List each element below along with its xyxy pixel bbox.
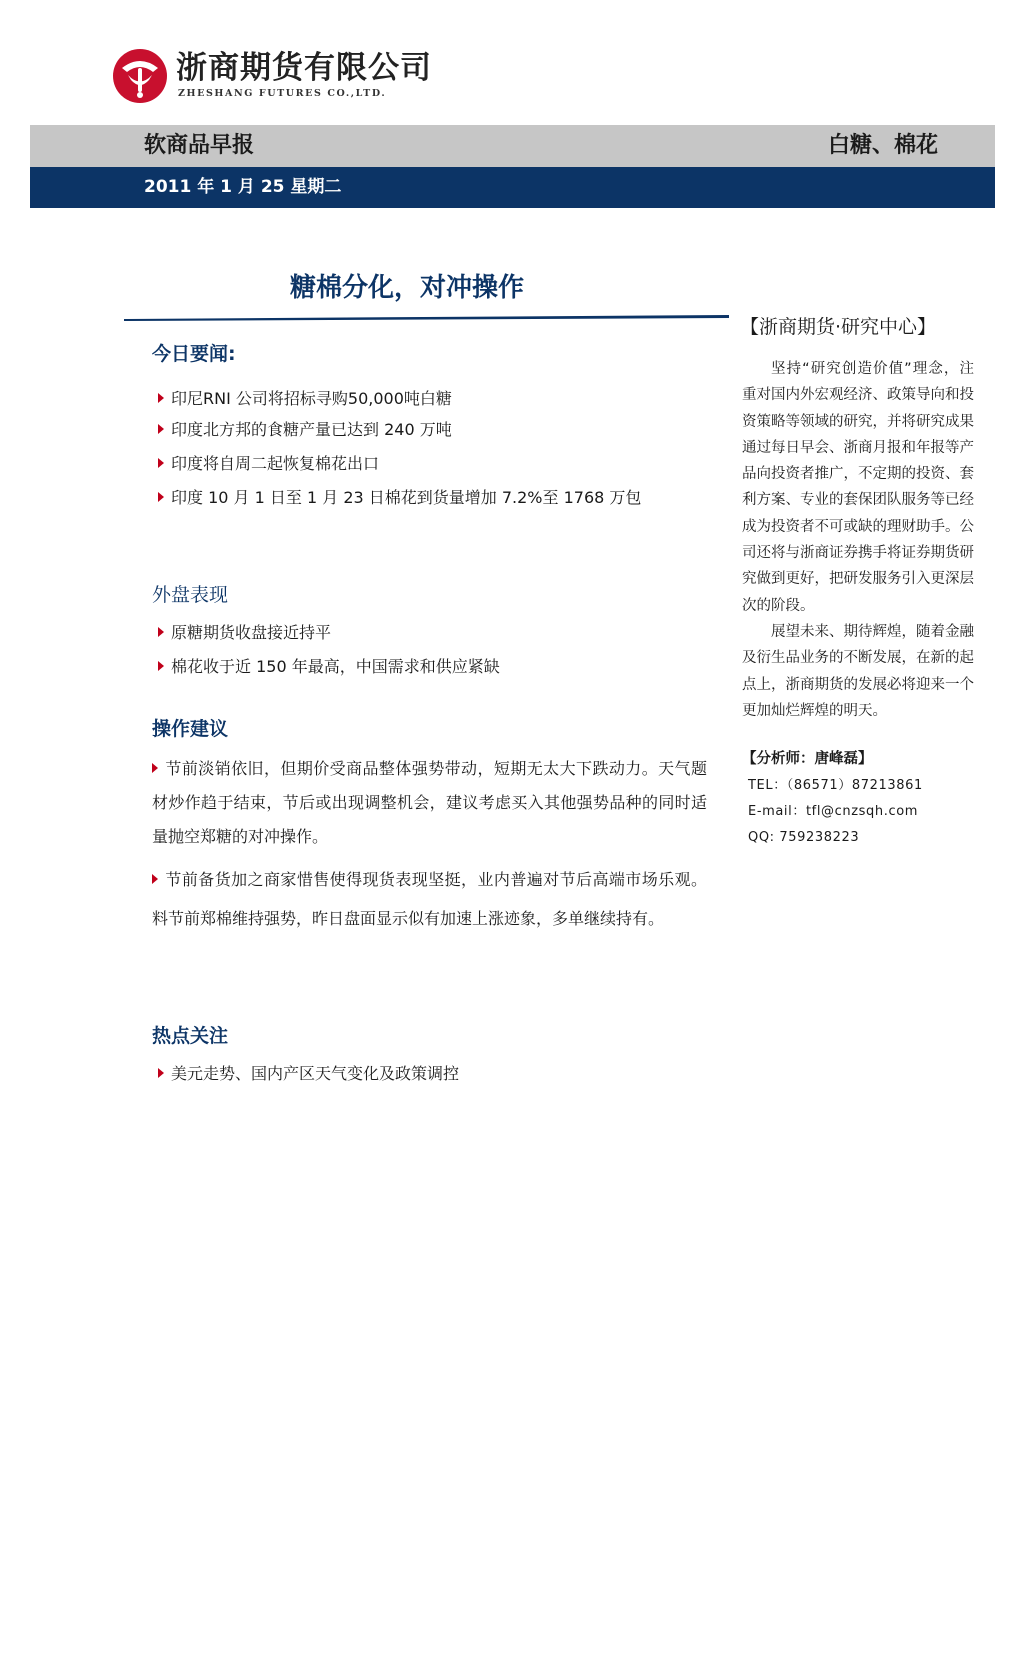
contact-tel: TEL：（86571）87213861	[748, 778, 923, 793]
bullet-arrow-icon	[158, 1068, 164, 1078]
bullet-arrow-icon	[152, 763, 158, 773]
commodities-label: 白糖、棉花	[827, 133, 938, 158]
bullet-arrow-icon	[158, 661, 164, 671]
advice-heading: 操作建议	[152, 718, 229, 740]
headline-underline	[124, 315, 729, 321]
report-date: 2011 年 1 月 25 星期二	[144, 177, 342, 197]
list-item: 印尼RNI 公司将招标寻购50,000吨白糖	[158, 386, 452, 412]
list-item: 印度将自周二起恢复棉花出口	[158, 451, 379, 477]
sidebar-paragraph: 展望未来、期待辉煌，随着金融及衍生品业务的不断发展，在新的起点上，浙商期货的发展必将迎来一个更加灿烂辉煌的明天。	[742, 624, 974, 719]
company-logo	[112, 48, 168, 104]
bullet-arrow-icon	[158, 492, 164, 502]
bullet-arrow-icon	[158, 393, 164, 403]
bullet-arrow-icon	[158, 458, 164, 468]
list-item: 棉花收于近 150 年最高，中国需求和供应紧缺	[158, 654, 500, 680]
list-item: 原糖期货收盘接近持平	[158, 620, 331, 646]
list-item: 美元走势、国内产区天气变化及政策调控	[158, 1061, 459, 1087]
advice-paragraph: 节前淡销依旧，但期价受商品整体强势带动，短期无太大下跌动力。天气题材炒作趋于结束，节后或出现调整机会，建议考虑买入其他强势品种的同时适量抛空郑糖的对冲操作。	[152, 759, 707, 846]
company-name-en: ZHESHANG FUTURES CO.,LTD.	[178, 88, 387, 99]
advice-paragraph: 节前备货加之商家惜售使得现货表现坚挺，业内普遍对节后高端市场乐观。料节前郑棉维持强势，昨日盘面显示似有加速上涨迹象，多单继续持有。	[152, 870, 707, 928]
contact-qq: QQ: 759238223	[748, 830, 860, 845]
bullet-arrow-icon	[158, 627, 164, 637]
analyst-name: 【分析师：唐峰磊】	[742, 751, 873, 767]
list-item: 印度 10 月 1 日至 1 月 23 日棉花到货量增加 7.2%至 1768 万包	[158, 485, 641, 511]
sidebar-title: 【浙商期货·研究中心】	[740, 316, 937, 338]
company-name-cn: 浙商期货有限公司	[176, 50, 432, 86]
page-title: 糖棉分化，对冲操作	[290, 273, 525, 303]
sidebar-paragraph: 坚持“研究创造价值”理念，注重对国内外宏观经济、政策导向和投资策略等领域的研究，并将研究成果通过每日早会、浙商月报和年报等产品向投资者推广，不定期的投资、套利方案、专业的套保团队服务等已经成为投资者不可或缺的理财助手。公司还将与浙商证券携手将证券期货研究做到更好，把研发服务引入更深层次的阶段。	[742, 361, 974, 614]
news-heading: 今日要闻:	[152, 343, 236, 365]
hotspot-heading: 热点关注	[152, 1025, 229, 1047]
list-item: 印度北方邦的食糖产量已达到 240 万吨	[158, 417, 452, 443]
bullet-arrow-icon	[158, 424, 164, 434]
contact-email: E-mail：tfl@cnzsqh.com	[748, 804, 919, 819]
bullet-arrow-icon	[152, 874, 158, 884]
report-type: 软商品早报	[144, 133, 255, 158]
external-heading: 外盘表现	[152, 584, 229, 606]
